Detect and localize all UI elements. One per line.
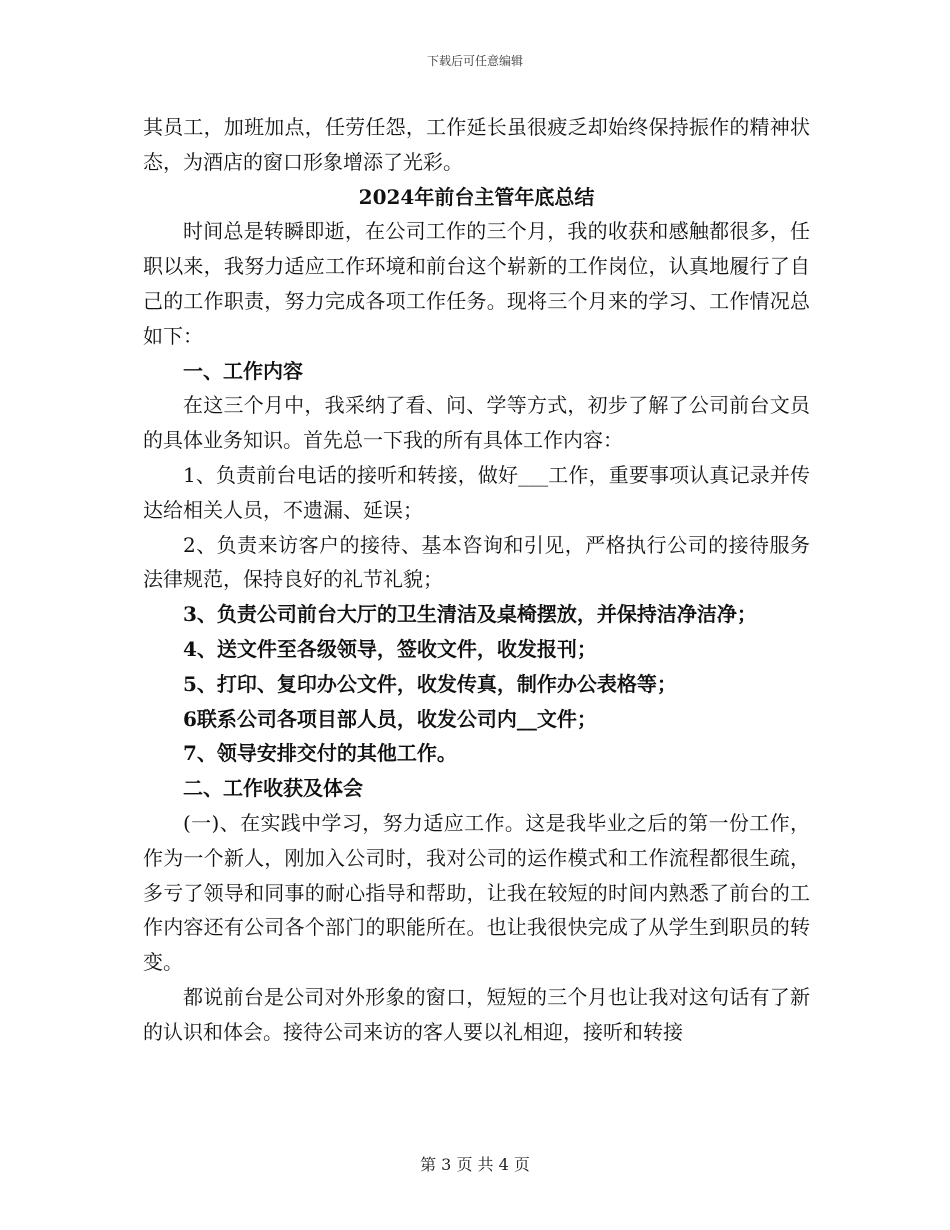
list-item-7: 7、领导安排交付的其他工作。 xyxy=(183,741,457,766)
document-title: 2024年前台主管年底总结 xyxy=(358,184,595,209)
page-footer: 第 3 页 共 4 页 xyxy=(420,1155,530,1174)
list-item-2: 2、负责来访客户的接待、基本咨询和引见，严格执行公司的接待服务法律规范，保持良好的礼节礼貌； xyxy=(143,532,810,592)
section-heading-work-content: 一、工作内容 xyxy=(183,358,303,383)
paragraph-front-desk-window: 都说前台是公司对外形象的窗口，短短的三个月也让我对这句话有了新的认识和体会。接待公司来访的客人要以礼相迎，接听和转接 xyxy=(143,984,810,1044)
section-heading-gains: 二、工作收获及体会 xyxy=(183,776,363,801)
list-item-1: 1、负责前台电话的接听和转接，做好___工作，重要事项认真记录并传达给相关人员，不遗漏、延误； xyxy=(143,462,810,522)
list-item-6: 6联系公司各项目部人员，收发公司内__文件； xyxy=(183,706,597,731)
page-header: 下载后可任意编辑 xyxy=(426,54,523,68)
list-item-5: 5、打印、复印办公文件，收发传真，制作办公表格等； xyxy=(183,671,677,696)
document-body xyxy=(143,110,810,1050)
paragraph-work-overview: 在这三个月中，我采纳了看、问、学等方式，初步了解了公司前台文员的具体业务知识。首先总一下我的所有具体工作内容： xyxy=(143,393,810,453)
list-item-3: 3、负责公司前台大厅的卫生清洁及桌椅摆放，并保持洁净洁净； xyxy=(183,602,757,627)
list-item-4: 4、送文件至各级领导，签收文件，收发报刊； xyxy=(183,636,597,661)
paragraph-continuation: 其员工，加班加点，任劳任怨，工作延长虽很疲乏却始终保持振作的精神状态，为酒店的窗口形象增添了光彩。 xyxy=(143,115,810,174)
paragraph-intro: 时间总是转瞬即逝，在公司工作的三个月，我的收获和感触都很多，任职以来，我努力适应工作环境和前台这个崭新的工作岗位，认真地履行了自己的工作职责，努力完成各项工作任务。现将三个月来的学习、工作情况总如下： xyxy=(143,219,810,348)
paragraph-learning: (一)、在实践中学习，努力适应工作。这是我毕业之后的第一份工作，作为一个新人，刚加入公司时，我对公司的运作模式和工作流程都很生疏，多亏了领导和同事的耐心指导和帮助，让我在较短的时间内熟悉了前台的工作内容还有公司各个部门的职能所在。也让我很快完成了从学生到职员的转变。 xyxy=(143,810,810,975)
